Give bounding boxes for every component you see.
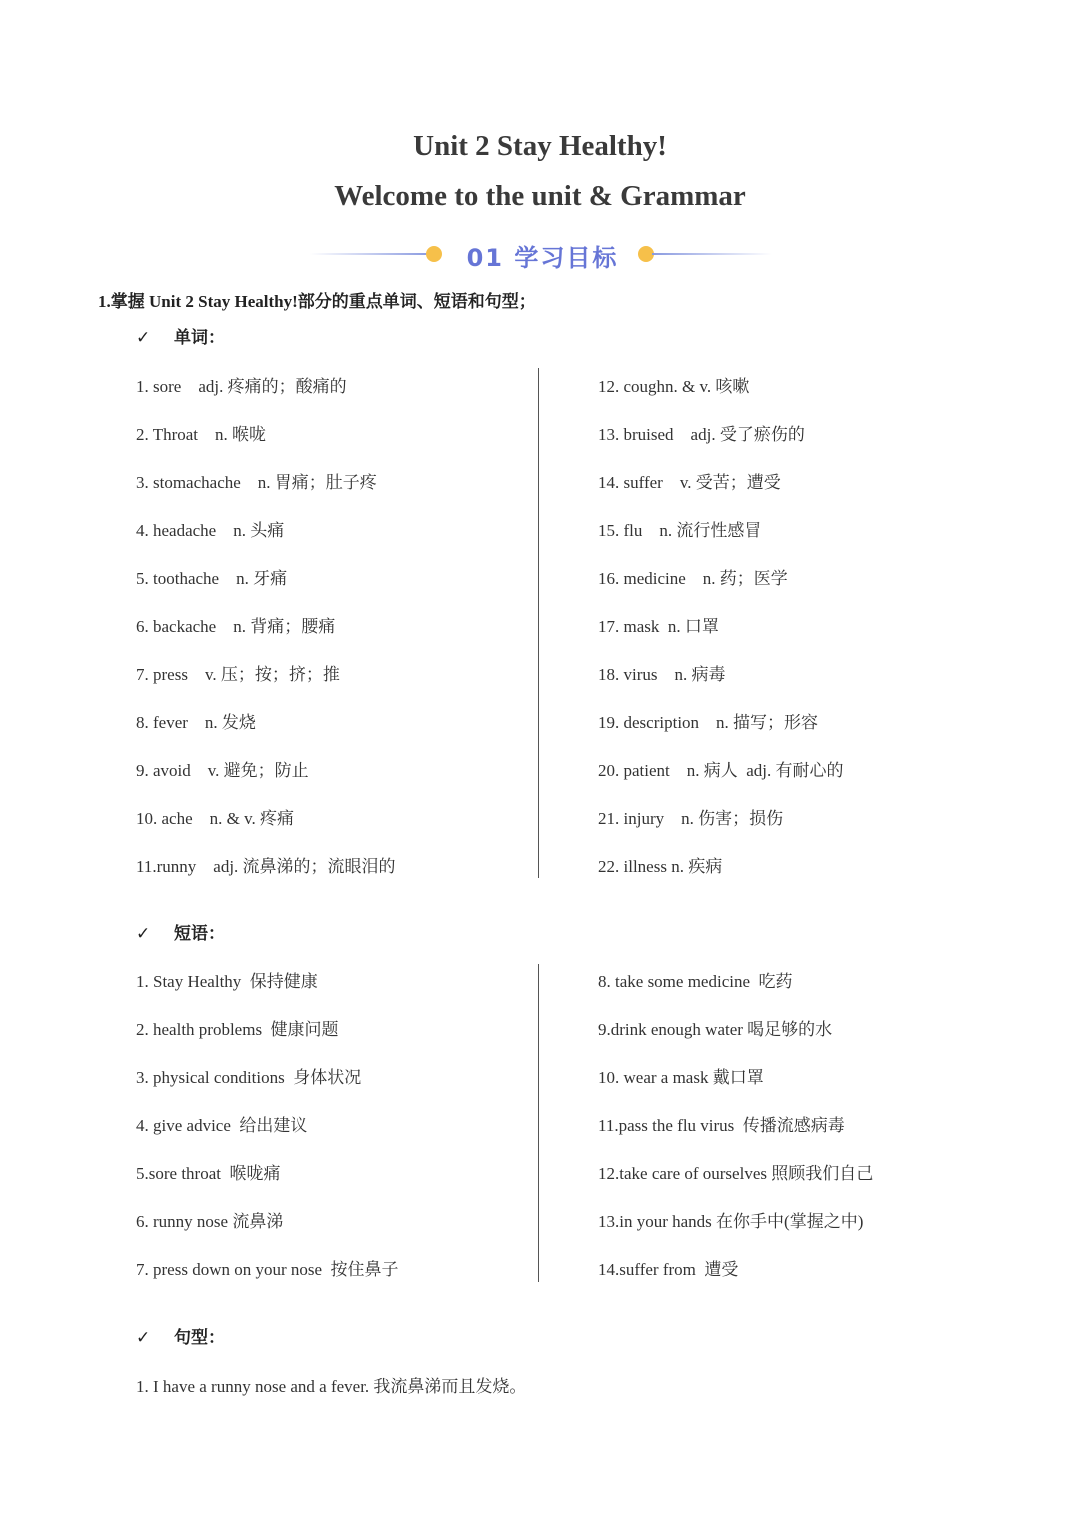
list-item: 5.sore throat 喉咙痛 [136, 1164, 281, 1183]
list-item: 1. Stay Healthy 保持健康 [136, 972, 318, 991]
banner-left-line [310, 253, 430, 255]
list-item: 8. take some medicine 吃药 [598, 972, 793, 991]
list-item: 21. injury n. 伤害；损伤 [598, 809, 784, 828]
list-item: 8. fever n. 发烧 [136, 713, 256, 732]
list-item: 9.drink enough water 喝足够的水 [598, 1020, 833, 1039]
list-item: 9. avoid v. 避免；防止 [136, 761, 309, 780]
list-item: 11.pass the flu virus 传播流感病毒 [598, 1116, 845, 1135]
words-heading-row [136, 323, 225, 348]
checkmark-icon: ✓ [136, 1328, 151, 1348]
phrases-heading: 短语： [174, 924, 225, 943]
checkmark-icon: ✓ [136, 924, 151, 944]
words-heading: 单词： [174, 328, 225, 347]
list-item: 17. mask n. 口罩 [598, 617, 719, 636]
list-item: 6. backache n. 背痛；腰痛 [136, 617, 336, 636]
list-item: 10. wear a mask 戴口罩 [598, 1068, 764, 1087]
list-item: 19. description n. 描写；形容 [598, 713, 819, 732]
list-item: 16. medicine n. 药；医学 [598, 569, 788, 588]
list-item: 12.take care of ourselves 照顾我们自己 [598, 1164, 874, 1183]
list-item: 7. press down on your nose 按住鼻子 [136, 1260, 399, 1279]
page-subtitle: Welcome to the unit & Grammar [334, 180, 746, 212]
banner-label: 01 学习目标 [466, 244, 619, 272]
list-item: 2. health problems 健康问题 [136, 1020, 339, 1039]
list-item: 5. toothache n. 牙痛 [136, 569, 288, 588]
banner-left-dot-icon [426, 246, 442, 262]
learning-goal: 1.掌握 Unit 2 Stay Healthy!部分的重点单词、短语和句型； [98, 292, 536, 311]
list-item: 3. stomachache n. 胃痛；肚子疼 [136, 473, 377, 492]
list-item: 4. give advice 给出建议 [136, 1116, 308, 1135]
list-item: 4. headache n. 头痛 [136, 521, 285, 540]
list-item: 2. Throat n. 喉咙 [136, 425, 267, 444]
list-item: 11.runny adj. 流鼻涕的；流眼泪的 [136, 857, 396, 876]
list-item: 6. runny nose 流鼻涕 [136, 1212, 284, 1231]
list-item: 13. bruised adj. 受了瘀伤的 [598, 425, 805, 444]
column-divider [538, 964, 539, 1282]
sentences-heading: 句型： [174, 1328, 225, 1347]
list-item: 14.suffer from 遭受 [598, 1260, 739, 1279]
list-item: 22. illness n. 疾病 [598, 857, 723, 876]
list-item: 13.in your hands 在你手中(掌握之中) [598, 1212, 864, 1231]
list-item: 18. virus n. 病毒 [598, 665, 726, 684]
list-item: 20. patient n. 病人 adj. 有耐心的 [598, 761, 844, 780]
sentences-heading-row [136, 1323, 225, 1348]
list-item: 14. suffer v. 受苦；遭受 [598, 473, 781, 492]
checkmark-icon: ✓ [136, 328, 151, 348]
sentence-item: 1. I have a runny nose and a fever. 我流鼻涕而且发烧。 [136, 1377, 527, 1396]
column-divider [538, 368, 539, 878]
page-title: Unit 2 Stay Healthy! [413, 130, 667, 162]
list-item: 12. coughn. & v. 咳嗽 [598, 377, 750, 396]
list-item: 3. physical conditions 身体状况 [136, 1068, 362, 1087]
list-item: 10. ache n. & v. 疼痛 [136, 809, 295, 828]
list-item: 7. press v. 压；按；挤；推 [136, 665, 340, 684]
list-item: 1. sore adj. 疼痛的；酸痛的 [136, 377, 347, 396]
banner-right-line [652, 253, 772, 255]
list-item: 15. flu n. 流行性感冒 [598, 521, 762, 540]
phrases-heading-row [136, 919, 225, 944]
section-banner [310, 236, 770, 276]
